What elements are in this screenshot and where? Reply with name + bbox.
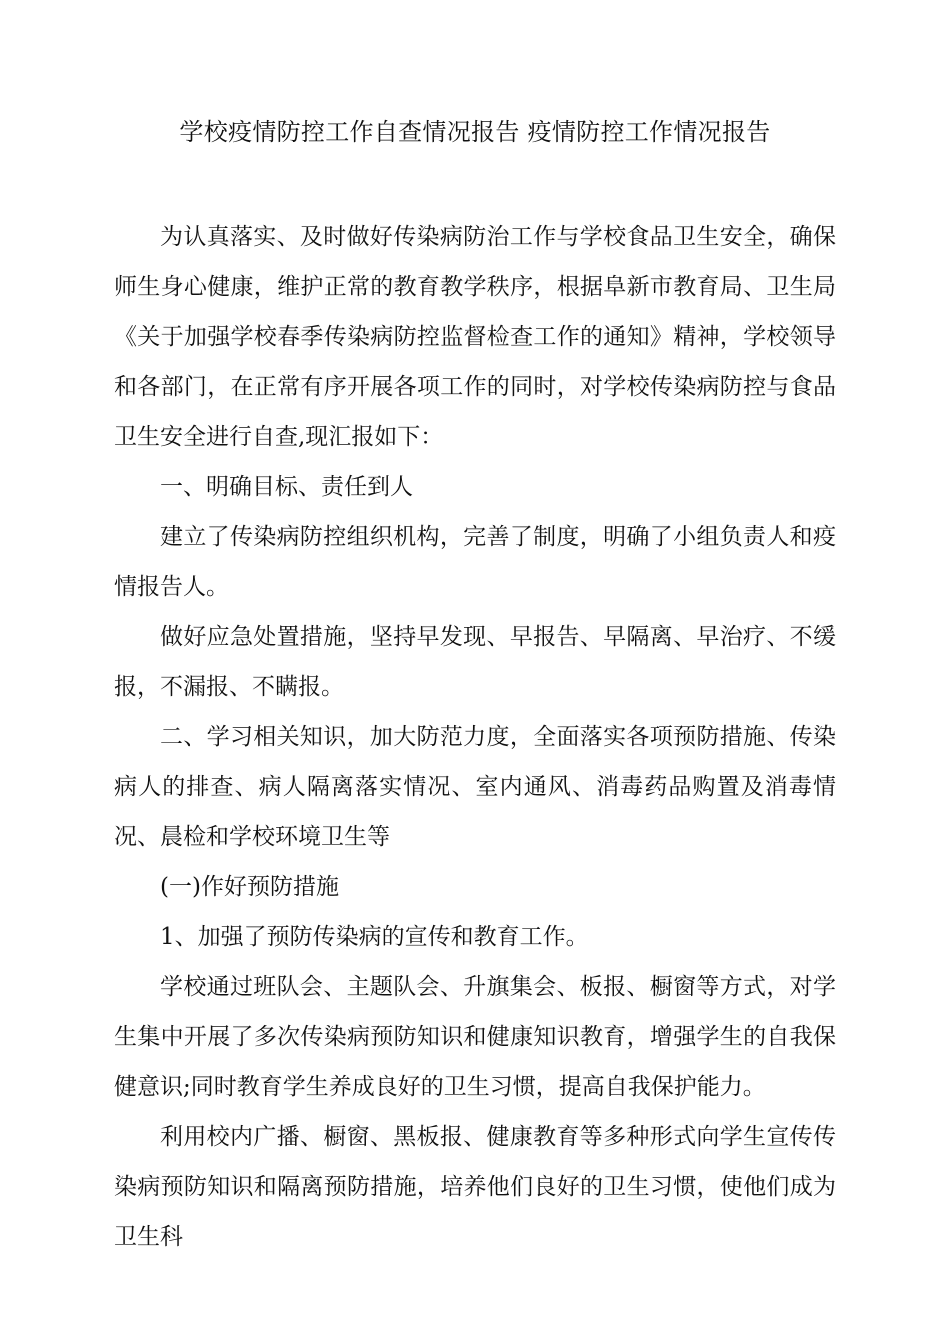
document-title: 学校疫情防控工作自查情况报告 疫情防控工作情况报告 <box>179 118 771 146</box>
paragraph-publicity: 利用校内广播、橱窗、黑板报、健康教育等多种形式向学生宣传传染病预防知识和隔离预防措施，培养他们良好的卫生习惯，使他们成为卫生科 <box>114 1124 836 1250</box>
paragraph-organization: 建立了传染病防控组织机构，完善了制度，明确了小组负责人和疫情报告人。 <box>114 524 836 600</box>
paragraph-emergency: 做好应急处置措施，坚持早发现、早报告、早隔离、早治疗、不缓报，不漏报、不瞒报。 <box>114 624 836 700</box>
heading-section-2: 二、学习相关知识，加大防范力度，全面落实各项预防措施、传染病人的排查、病人隔离落实情况、室内通风、消毒药品购置及消毒情况、晨检和学校环境卫生等 <box>114 724 836 850</box>
paragraph-intro: 为认真落实、及时做好传染病防治工作与学校食品卫生安全，确保师生身心健康，维护正常的教育教学秩序，根据阜新市教育局、卫生局《关于加强学校春季传染病防控监督检查工作的通知》精神，学校领导和各部门，在正常有序开展各项工作的同时，对学校传染病防控与食品卫生安全进行自查,现汇报如下： <box>114 224 836 450</box>
heading-subsection-1: (一)作好预防措施 <box>160 874 339 900</box>
paragraph-education: 学校通过班队会、主题队会、升旗集会、板报、橱窗等方式，对学生集中开展了多次传染病预防知识和健康知识教育，增强学生的自我保健意识;同时教育学生养成良好的卫生习惯，提高自我保护能力。 <box>114 974 836 1100</box>
heading-item-1: 1、加强了预防传染病的宣传和教育工作。 <box>160 924 589 950</box>
heading-section-1: 一、明确目标、责任到人 <box>160 474 413 500</box>
document-body <box>114 212 836 1262</box>
